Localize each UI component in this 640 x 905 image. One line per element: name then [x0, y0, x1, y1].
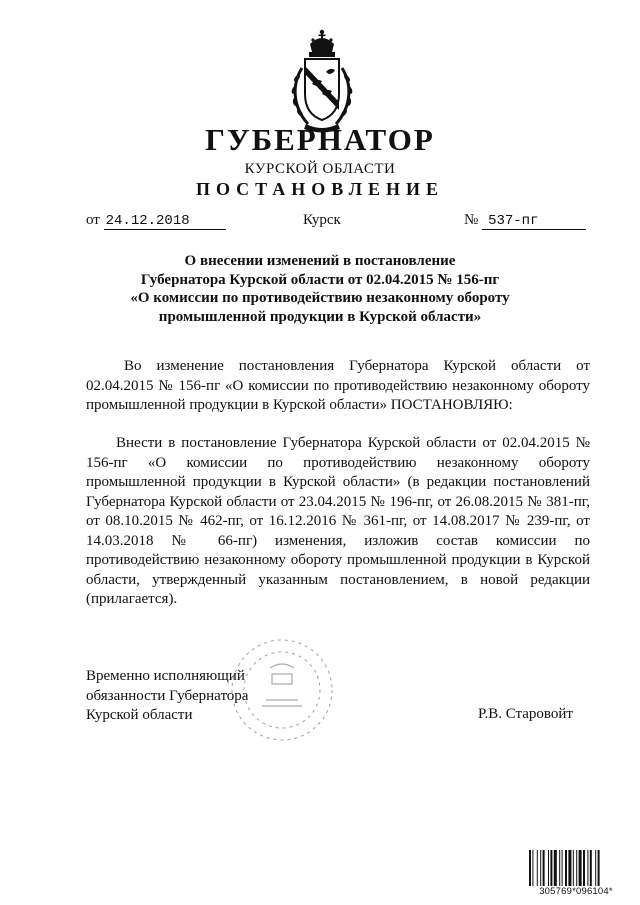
barcode-bar [562, 850, 563, 888]
governor-heading: ГУБЕРНАТОР [205, 122, 435, 157]
barcode-bar [587, 850, 588, 888]
document-number-field [464, 212, 586, 230]
barcode-bar [550, 850, 552, 888]
position-line: Курской области [86, 707, 193, 723]
barcode-bar [573, 850, 574, 888]
barcode-bar [543, 850, 545, 888]
barcode-bar [529, 850, 531, 888]
barcode-bar [579, 850, 582, 888]
barcode-bar [548, 850, 549, 888]
barcode-bar [559, 850, 560, 888]
region-heading: КУРСКОЙ ОБЛАСТИ [244, 161, 396, 177]
barcode-number: 305769*096104* [528, 886, 624, 897]
number-prefix: № [464, 212, 479, 228]
subject-line: промышленной продукции в Курской области» [158, 308, 482, 325]
date-prefix: от [86, 212, 100, 228]
barcode-bar [565, 850, 567, 888]
subject-line: «О комиссии по противодействию незаконному обороту [130, 290, 510, 306]
subject-line: О внесении изменений в постановление [184, 253, 456, 269]
date-field [86, 212, 226, 230]
barcode-bar [576, 850, 577, 888]
barcode-bar [540, 850, 541, 888]
position-line: Временно исполняющий [86, 668, 245, 684]
city-name: Курск [303, 212, 341, 228]
barcode-bar [537, 850, 538, 888]
barcode-bar [532, 850, 533, 888]
subject-line: Губернатора Курской области от 02.04.2015 № 156-пг [140, 271, 500, 288]
barcode-bar [583, 850, 585, 888]
signatory-name: Р.В. Старовойт [478, 706, 573, 722]
barcode-bar [554, 850, 557, 888]
document-type-heading: ПОСТАНОВЛЕНИЕ [195, 179, 445, 199]
position-line: обязанности Губернатора [86, 687, 249, 704]
barcode-bar [568, 850, 571, 888]
number-value: 537-пг [482, 213, 586, 230]
body-paragraph-preamble: Во изменение постановления Губернатора Курской области от 02.04.2015 № 156-пг «О комиссии по противодействию незаконному обороту промышленной продукции в Курской области» ПОСТАНОВЛЯЮ: [86, 358, 590, 413]
date-value: 24.12.2018 [104, 213, 226, 230]
document-subject [60, 252, 580, 326]
body-paragraph-resolution: Внести в постановление Губернатора Курской области от 02.04.2015 № 156-пг «О комиссии по противодействию незаконному обороту промышленной продукции в Курской области» (в редакции постановлений Губернатора Курской области от 23.04.2015 № 196-пг, от 26.08.2015 № 381-пг, от 08.10.2015 № 462-пг, от 16.12.2016 № 361-пг, от 14.08.2017 № 239-пг, от 14.03.2018 № 66-пг) изменения, изложив состав комиссии по противодействию незаконному обороту промышленной продукции в Курской области, утвержденный указанным постановлением, в новой редакции (прилагается). [86, 435, 590, 607]
signatory-position [86, 667, 306, 726]
barcode-bar [595, 850, 596, 888]
barcode-bar [598, 850, 600, 888]
coat-of-arms-emblem [288, 28, 356, 136]
barcode-bar [590, 850, 592, 888]
